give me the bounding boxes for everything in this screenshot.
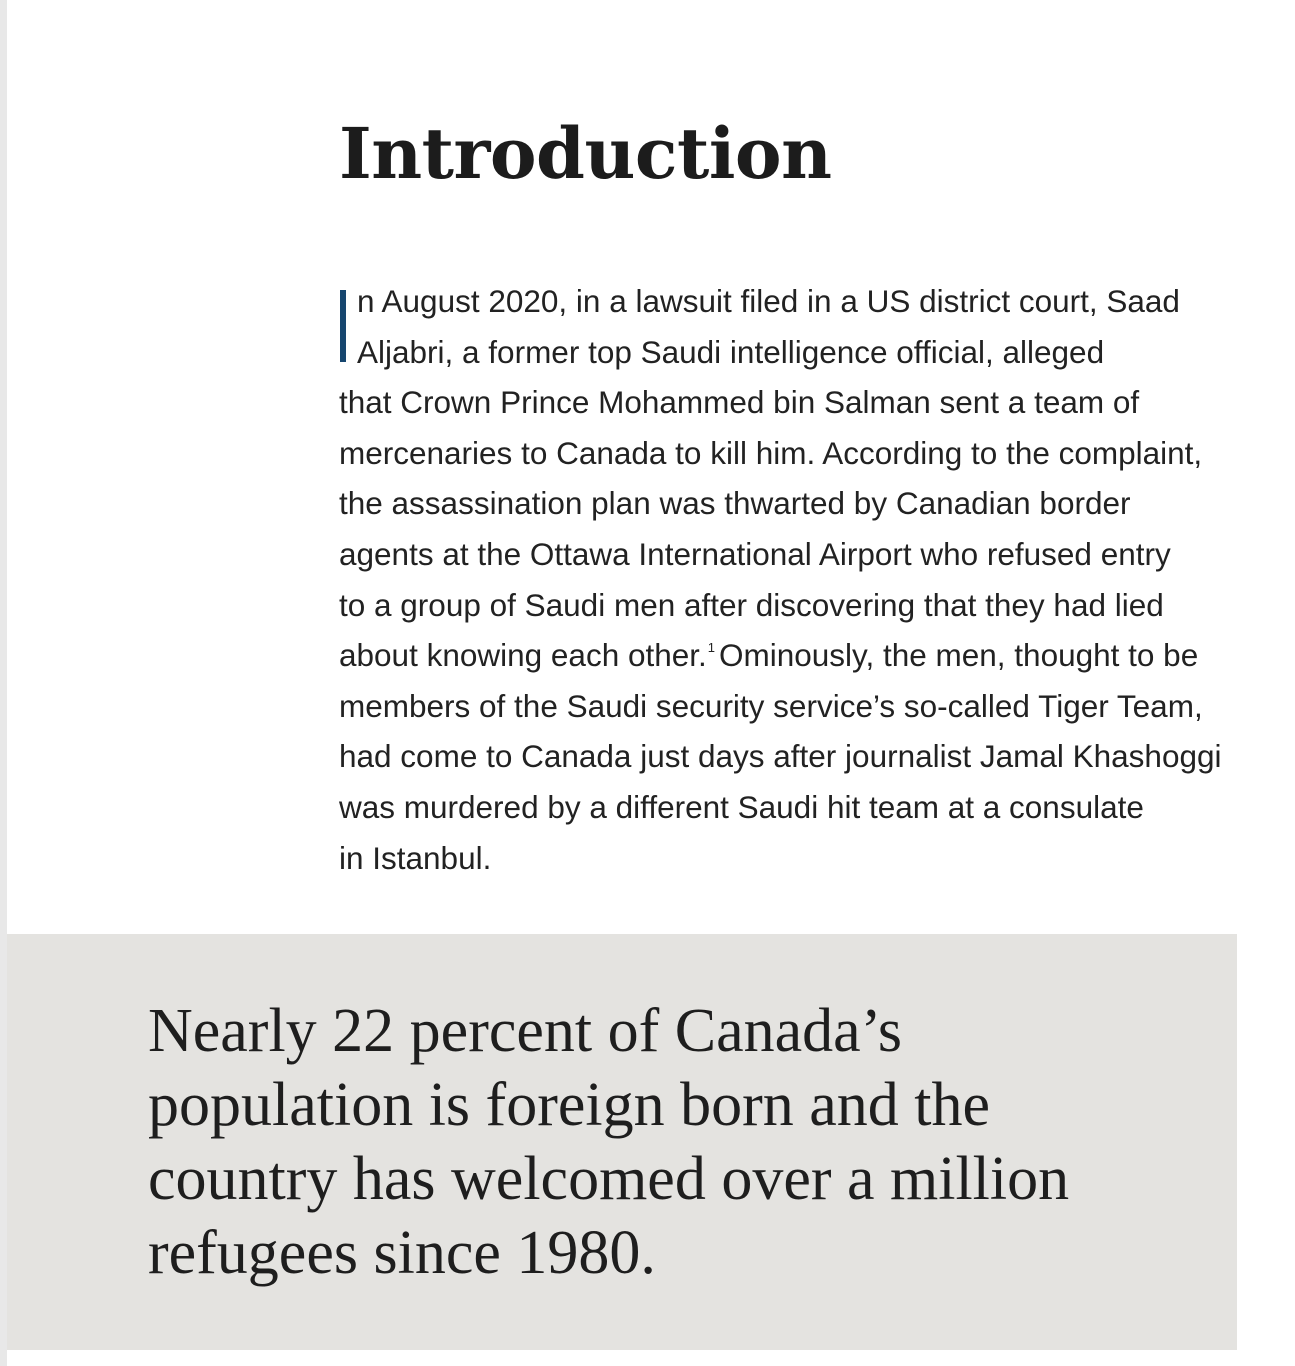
paragraph-line: had come to Canada just days after journalist Jamal Khashoggi	[339, 738, 1222, 775]
pull-quote-line: refugees since 1980.	[148, 1219, 656, 1287]
paragraph-line: was murdered by a different Saudi hit team at a consulate	[339, 788, 1144, 825]
paragraph-line: the assassination plan was thwarted by Canadian border	[339, 485, 1131, 522]
paragraph-line: to a group of Saudi men after discovering that they had lied	[339, 586, 1164, 623]
paragraph-line: Aljabri, a former top Saudi intelligence official, alleged	[357, 333, 1105, 370]
intro-paragraph	[339, 276, 1239, 883]
pull-quote-line: country has welcomed over a million	[148, 1145, 1070, 1213]
pull-quote-line: population is foreign born and the	[148, 1071, 990, 1139]
paragraph-line: agents at the Ottawa International Airport who refused entry	[339, 535, 1171, 572]
section-heading: Introduction	[339, 112, 832, 195]
pull-quote-text	[148, 994, 1069, 1290]
paragraph-line-text: Ominously, the men, thought to be	[719, 637, 1199, 674]
paragraph-line: in Istanbul.	[339, 839, 492, 876]
pull-quote-line: Nearly 22 percent of Canada’s	[148, 997, 903, 1065]
paragraph-line-text: about knowing each other.	[339, 637, 707, 674]
page-bottom-margin	[7, 1350, 1295, 1366]
paragraph-line: mercenaries to Canada to kill him. According to the complaint,	[339, 434, 1203, 471]
paragraph-line: that Crown Prince Mohammed bin Salman sent a team of	[339, 384, 1140, 421]
paragraph-line: n August 2020, in a lawsuit filed in a US district court, Saad	[357, 283, 1180, 319]
paragraph-line-with-footnote	[339, 630, 1239, 681]
footnote-reference[interactable]: 1	[707, 640, 716, 656]
paragraph-line: members of the Saudi security service’s so-called Tiger Team,	[339, 687, 1203, 724]
document-page	[7, 0, 1295, 1366]
pull-quote-box	[7, 934, 1237, 1350]
left-page-edge	[0, 0, 7, 1366]
